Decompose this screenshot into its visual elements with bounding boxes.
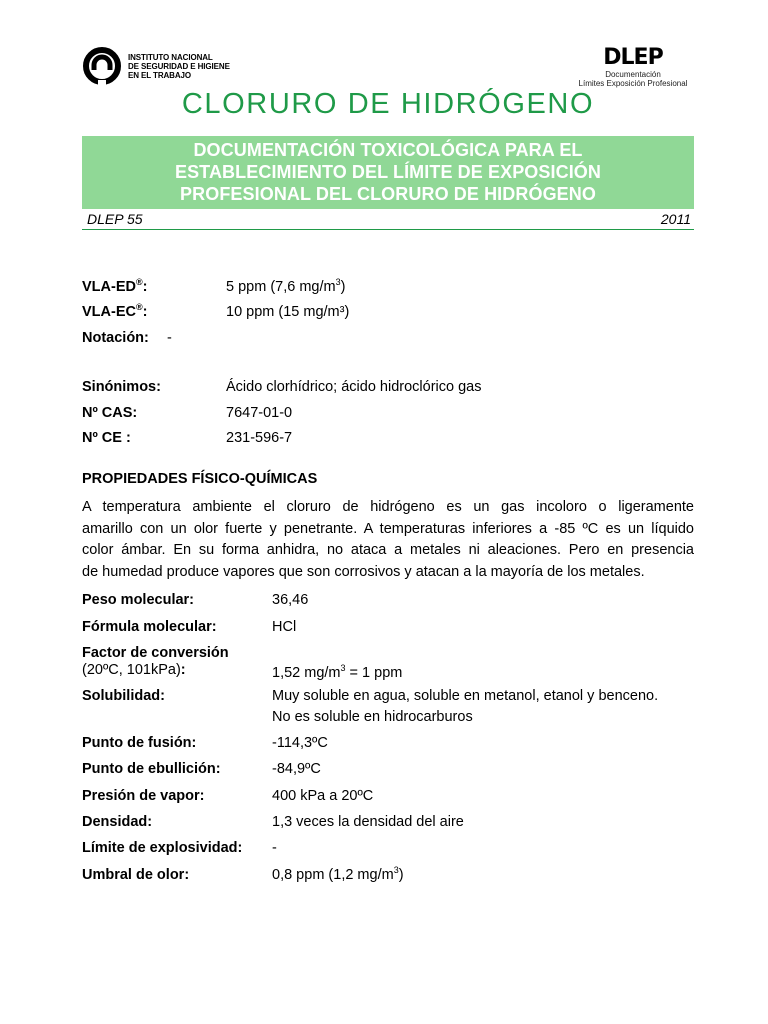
factor-value: 1,52 $mg/m^3 = 1$ ppm	[272, 663, 403, 681]
solubilidad-row	[82, 688, 702, 728]
section-heading: PROPIEDADES FÍSICO-QUÍMICAS	[82, 471, 318, 487]
insht-logo	[82, 46, 230, 86]
insht-name	[128, 53, 230, 80]
insht-emblem-icon	[82, 46, 122, 86]
dlep-subtitle-1: Documentación	[605, 70, 661, 79]
peso-value: 36,46	[272, 592, 309, 608]
vla-ed-value: 5 ppm (7,6 $mg/m^3$)	[226, 277, 346, 295]
formula-row	[82, 619, 702, 639]
peso-row	[82, 592, 702, 612]
insht-line-1: INSTITUTO NACIONAL	[128, 52, 213, 62]
densidad-label: Densidad:	[82, 814, 153, 830]
solubilidad-value-1: Muy soluble en agua, soluble en metanol, etanol y benceno.	[272, 688, 659, 704]
subtitle-line-1: DOCUMENTACIÓN TOXICOLÓGICA PARA EL	[193, 140, 583, 160]
dlep-logo	[572, 46, 694, 88]
document-subtitle-band	[82, 136, 694, 209]
document-year: 2011	[660, 211, 691, 227]
notacion-label: Notación:	[82, 330, 149, 346]
explosividad-row	[82, 840, 702, 860]
vla-ed-row	[82, 279, 702, 299]
paragraph-line: de humedad produce vapores que son corrosivos y atacan a la mayoría de los metales.	[82, 563, 645, 580]
paragraph-line: amarillo con un olor fuerte y penetrante. A temperaturas inferiores a -85 ºC es un líquido	[82, 520, 694, 537]
vla-ec-value: 10 ppm (15 mg/m³)	[226, 304, 350, 320]
peso-label: Peso molecular:	[82, 592, 195, 608]
dlep-subtitle-2: Límites Exposición Profesional	[578, 79, 688, 88]
factor-label: Factor de conversión	[82, 645, 229, 661]
ebullicion-row	[82, 761, 702, 781]
densidad-row	[82, 814, 702, 834]
vla-ec-label: VLA-EC®:	[82, 302, 148, 320]
vla-ec-row	[82, 304, 702, 324]
cas-row	[82, 405, 702, 425]
notacion-row	[82, 330, 702, 350]
ce-value: 231-596-7	[226, 430, 293, 446]
formula-label: Fórmula molecular:	[82, 619, 217, 635]
dlep-code: DLEP 55	[87, 211, 143, 227]
fusion-label: Punto de fusión:	[82, 735, 197, 751]
explosividad-value: -	[272, 840, 277, 856]
properties-paragraph	[82, 497, 694, 583]
sinonimos-value: Ácido clorhídrico; ácido hidroclórico gas	[226, 379, 482, 395]
document-title: CLORURO DE HIDRÓGENO	[181, 88, 595, 120]
ce-label: Nº CE :	[82, 430, 131, 446]
fusion-row	[82, 735, 702, 755]
factor-row	[82, 645, 702, 685]
sinonimos-row	[82, 379, 702, 399]
paragraph-line: A temperatura ambiente el cloruro de hidrógeno es un gas incoloro o ligeramente	[82, 499, 694, 515]
explosividad-label: Límite de explosividad:	[82, 840, 243, 856]
insht-line-2: DE SEGURIDAD E HIGIENE	[128, 61, 230, 71]
sinonimos-label: Sinónimos:	[82, 379, 161, 395]
factor-sublabel: (20ºC, 101kPa):	[82, 662, 186, 678]
solubilidad-label: Solubilidad:	[82, 688, 165, 704]
dlep-wordmark: DLEP	[603, 45, 663, 70]
umbral-label: Umbral de olor:	[82, 867, 190, 883]
insht-line-3: EN EL TRABAJO	[128, 70, 192, 80]
vla-ed-label: VLA-ED®:	[82, 277, 148, 295]
densidad-value: 1,3 veces la densidad del aire	[272, 814, 464, 830]
cas-label: Nº CAS:	[82, 405, 138, 421]
subtitle-line-3: PROFESIONAL DEL CLORURO DE HIDRÓGENO	[180, 184, 596, 204]
document-meta-row	[82, 210, 694, 230]
umbral-value: 0,8 ppm (1,2 $mg/m^3$)	[272, 865, 404, 883]
fusion-value: -114,3ºC	[272, 735, 328, 751]
presion-value: 400 kPa a 20ºC	[272, 788, 374, 804]
umbral-row	[82, 867, 702, 887]
ebullicion-label: Punto de ebullición:	[82, 761, 221, 777]
cas-value: 7647-01-0	[226, 405, 293, 421]
presion-label: Presión de vapor:	[82, 788, 205, 804]
subtitle-line-2: ESTABLECIMIENTO DEL LÍMITE DE EXPOSICIÓN	[174, 162, 602, 182]
solubilidad-value-2: No es soluble en hidrocarburos	[272, 709, 473, 725]
presion-row	[82, 788, 702, 808]
notacion-value: -	[167, 330, 172, 346]
ebullicion-value: -84,9ºC	[272, 761, 321, 777]
paragraph-line: color ámbar. En su forma anhidra, no ataca a metales ni aleaciones. Pero en presencia	[82, 542, 694, 558]
formula-value: HCl	[272, 619, 297, 635]
ce-row	[82, 430, 702, 450]
